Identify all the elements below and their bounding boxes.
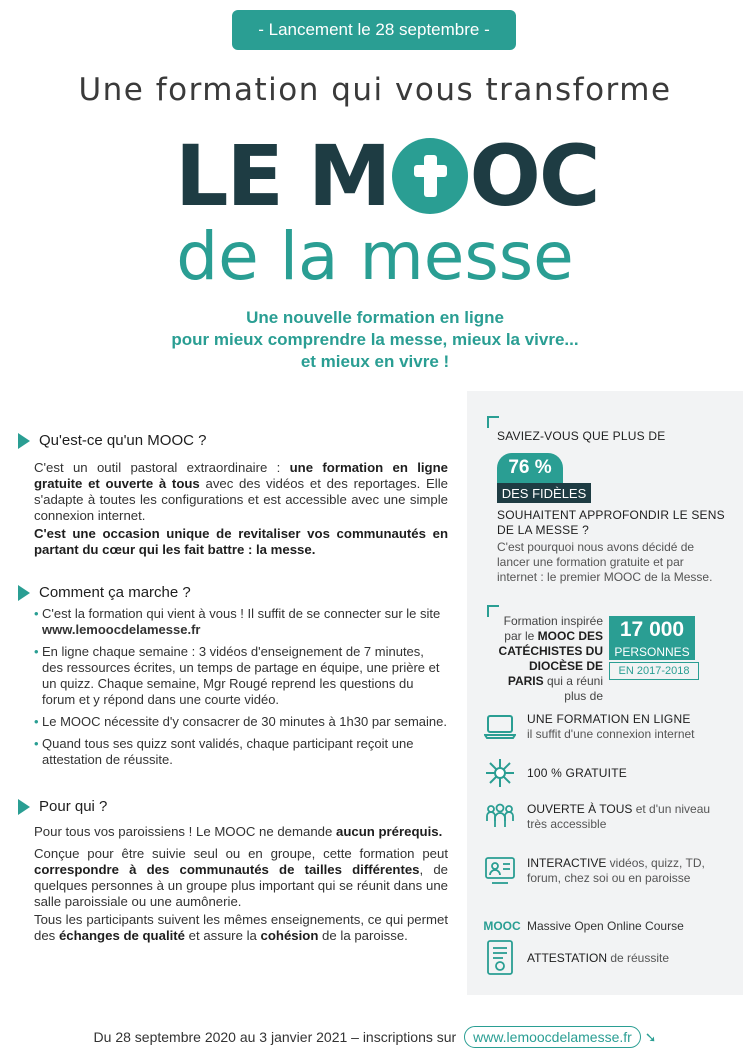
who-paragraph: Tous les participants suivent les mêmes enseignements, ce qui permet des échanges de qualité et assure la cohésion de la paroisse. xyxy=(34,912,448,943)
intro-text xyxy=(0,307,750,373)
logo-word-le: LE xyxy=(175,127,282,225)
feature-text: il suffit d'une connexion internet xyxy=(527,727,695,741)
section-title-text: Pour qui ? xyxy=(39,798,108,815)
feature-open xyxy=(483,800,727,834)
feature-certificate xyxy=(483,938,669,978)
feature-online xyxy=(483,710,695,744)
triangle-bullet-icon xyxy=(18,585,30,601)
stat-percent: 76 % xyxy=(497,453,563,483)
sparkle-icon xyxy=(483,756,517,790)
feature-free xyxy=(483,756,627,790)
corner-mark xyxy=(487,416,499,428)
how-list xyxy=(34,606,448,768)
feature-title: 100 % GRATUITE xyxy=(527,766,627,780)
count-label: PERSONNES xyxy=(609,644,695,660)
what-highlight: C'est une occasion unique de revitaliser vos communautés en partant du cœur qui les fait battre : la messe. xyxy=(34,526,448,557)
triangle-bullet-icon xyxy=(18,799,30,815)
mooc-word-icon: MOOC xyxy=(483,919,521,933)
interactive-icon xyxy=(483,854,517,888)
launch-banner: - Lancement le 28 septembre - xyxy=(232,10,516,50)
count-years: EN 2017-2018 xyxy=(609,662,699,680)
inspiration-text: Formation inspirée par le MOOC DES CATÉCHISTES DU DIOCÈSE DE PARIS qui a réuni plus de xyxy=(498,614,603,703)
list-item: • Quand tous ses quizz sont validés, chaque participant reçoit une attestation de réussite. xyxy=(34,736,448,768)
footer xyxy=(0,1026,750,1048)
feature-title: UNE FORMATION EN LIGNE xyxy=(527,712,691,726)
section-title-how xyxy=(18,584,191,601)
footer-text: Du 28 septembre 2020 au 3 janvier 2021 – inscriptions sur xyxy=(93,1029,457,1045)
section-title-text: Comment ça marche ? xyxy=(39,584,191,601)
cross-circle-icon xyxy=(392,138,468,214)
footer-url-link[interactable]: www.lemoocdelamesse.fr xyxy=(464,1026,641,1048)
what-paragraph: C'est un outil pastoral extraordinaire : une formation en ligne gratuite et ouverte à tous avec des vidéos et des reportages. Elle s'adapte à toutes les configurations et est accessible avec une simple connexion internet. xyxy=(34,460,448,523)
intro-line: et mieux en vivre ! xyxy=(300,352,450,371)
feature-text-interactive: INTERACTIVE vidéos, quizz, TD, forum, chez soi ou en paroisse xyxy=(527,856,705,885)
intro-line: pour mieux comprendre la messe, mieux la vivre... xyxy=(171,330,579,349)
who-paragraph: Conçue pour être suivie seul ou en groupe, cette formation peut correspondre à des communautés de tailles différentes, de quelques personnes à un groupe plus important qui se réunit dans une salle paroissiale ou une aumônerie. xyxy=(34,846,448,909)
headline: Une formation qui vous transforme xyxy=(78,72,672,108)
feature-text-certificate: ATTESTATION de réussite xyxy=(527,950,670,965)
section-title-what xyxy=(18,432,206,449)
list-item: • En ligne chaque semaine : 3 vidéos d'enseignement de 7 minutes, des ressources écrites, un temps de partage en équipe, une prière et un quizz. Chaque semaine, Mgr Rougé reprend les questions du forum et y répond dans une courte vidéo. xyxy=(34,644,448,708)
feature-text: Massive Open Online Course xyxy=(527,918,684,933)
count-number: 17 000 xyxy=(609,616,695,644)
feature-text-open: OUVERTE À TOUS et d'un niveau très accessible xyxy=(527,802,711,831)
stat-intro: SAVIEZ-VOUS QUE PLUS DE xyxy=(497,429,666,443)
triangle-bullet-icon xyxy=(18,433,30,449)
stat-after: SOUHAITENT APPROFONDIR LE SENS DE LA MESSE ? xyxy=(497,508,725,537)
list-item: • C'est la formation qui vient à vous ! Il suffit de se connecter sur le site www.lemoocdelamesse.fr xyxy=(34,606,448,638)
people-icon xyxy=(483,800,517,834)
laptop-icon xyxy=(483,710,517,744)
section-title-text: Qu'est-ce qu'un MOOC ? xyxy=(39,432,207,449)
site-link[interactable]: www.lemoocdelamesse.fr xyxy=(42,622,201,637)
logo-subtitle: de la messe xyxy=(176,218,574,295)
logo-word-m: M xyxy=(307,127,390,225)
list-item: • Le MOOC nécessite d'y consacrer de 30 minutes à 1h30 par semaine. xyxy=(34,714,448,730)
section-title-who xyxy=(18,798,107,815)
certificate-icon xyxy=(483,938,517,978)
cursor-icon: ➘ xyxy=(644,1029,657,1045)
who-paragraph: Pour tous vos paroissiens ! Le MOOC ne demande aucun prérequis. xyxy=(34,824,443,839)
stat-label: DES FIDÈLES xyxy=(497,483,591,503)
logo-word-oc: OC xyxy=(469,127,599,225)
feature-interactive xyxy=(483,854,727,888)
stat-text: C'est pourquoi nous avons décidé de lancer une formation gratuite et par internet : le premier MOOC de la Messe. xyxy=(497,540,713,584)
intro-line: Une nouvelle formation en ligne xyxy=(246,308,504,327)
mooc-logo xyxy=(175,127,599,225)
